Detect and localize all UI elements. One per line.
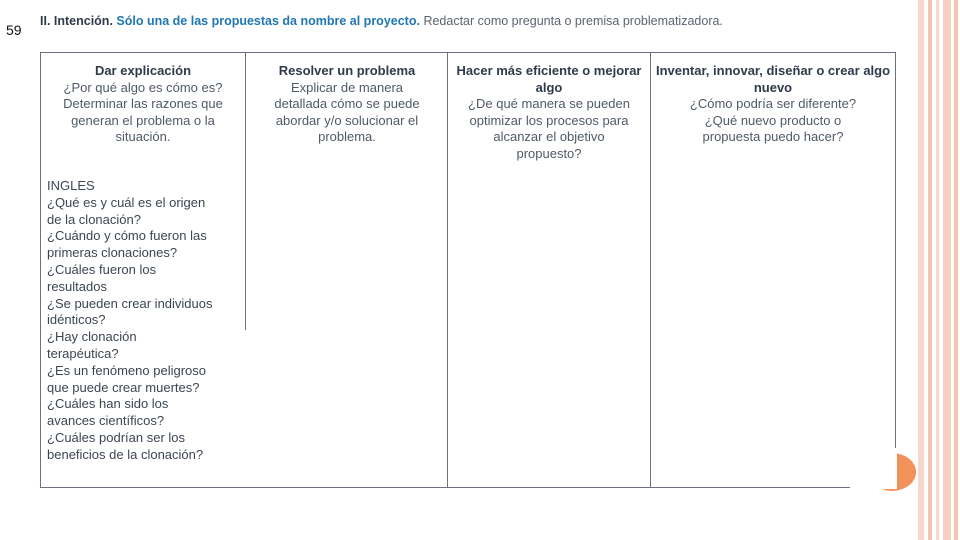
column-title: Resolver un problema	[278, 63, 416, 78]
note-line: terapéutica?	[47, 345, 119, 361]
column-inventar-innovar	[655, 63, 891, 146]
column-line: situación.	[115, 129, 171, 144]
notes-list	[47, 178, 243, 464]
column-title: Inventar, innovar, diseñar o crear algo nuevo	[655, 63, 891, 95]
column-resolver-problema	[251, 63, 443, 146]
page-title	[40, 14, 870, 28]
column-line: abordar y/o solucionar el	[275, 112, 419, 128]
note-line: ¿Qué es y cuál es el origen	[47, 194, 206, 210]
note-line: ¿Cuáles fueron los	[47, 261, 157, 277]
column-divider	[650, 53, 651, 488]
note-line: primeras clonaciones?	[47, 245, 178, 261]
note-line: ¿Cuándo y cómo fueron las	[47, 228, 207, 244]
title-accent: Sólo una de las propuestas da nombre al proyecto.	[116, 14, 420, 28]
column-line: Determinar las razones que	[63, 96, 223, 111]
note-line: ¿Cuáles podrían ser los	[47, 429, 186, 445]
column-line: optimizar los procesos para	[469, 112, 629, 128]
decorative-stripes	[918, 0, 960, 540]
note-line: beneficios de la clonación?	[47, 446, 204, 462]
intention-table	[40, 52, 896, 488]
column-line: generan el problema o la	[71, 112, 215, 128]
column-line: propuesto?	[516, 145, 582, 161]
column-line: ¿De qué manera se pueden	[468, 96, 630, 111]
note-line: ¿Se pueden crear individuos	[47, 295, 213, 311]
note-line: de la clonación?	[47, 211, 141, 227]
circle-mask	[850, 448, 897, 489]
note-line: avances científicos?	[47, 413, 165, 429]
title-rest: Redactar como pregunta o premisa problematizadora.	[423, 14, 723, 28]
column-line: problema.	[318, 129, 376, 144]
column-line: detallada cómo se puede	[274, 96, 420, 111]
column-dar-explicacion	[47, 63, 239, 146]
column-line: ¿Qué nuevo producto o	[704, 112, 842, 128]
column-line: ¿Por qué algo es cómo es?	[63, 79, 223, 95]
column-divider	[245, 53, 246, 330]
title-lead: II. Intención.	[40, 14, 113, 28]
note-line: que puede crear muertes?	[47, 379, 200, 395]
slide-number: 59	[6, 22, 22, 38]
note-line: INGLES	[47, 178, 95, 193]
column-line: ¿Cómo podría ser diferente?	[689, 96, 857, 111]
column-line: Explicar de manera	[291, 79, 403, 95]
note-line: ¿Hay clonación	[47, 329, 137, 345]
note-line: ¿Cuáles han sido los	[47, 396, 169, 412]
note-line: ¿Es un fenómeno peligroso	[47, 362, 206, 378]
note-line: idénticos?	[47, 312, 106, 328]
column-line: propuesta puedo hacer?	[702, 129, 844, 144]
column-title: Hacer más eficiente o mejorar algo	[456, 63, 642, 95]
note-line: resultados	[47, 278, 107, 294]
column-divider	[447, 53, 448, 488]
column-line: alcanzar el objetivo	[493, 129, 605, 144]
column-hacer-eficiente	[453, 63, 645, 162]
column-title: Dar explicación	[94, 63, 192, 78]
